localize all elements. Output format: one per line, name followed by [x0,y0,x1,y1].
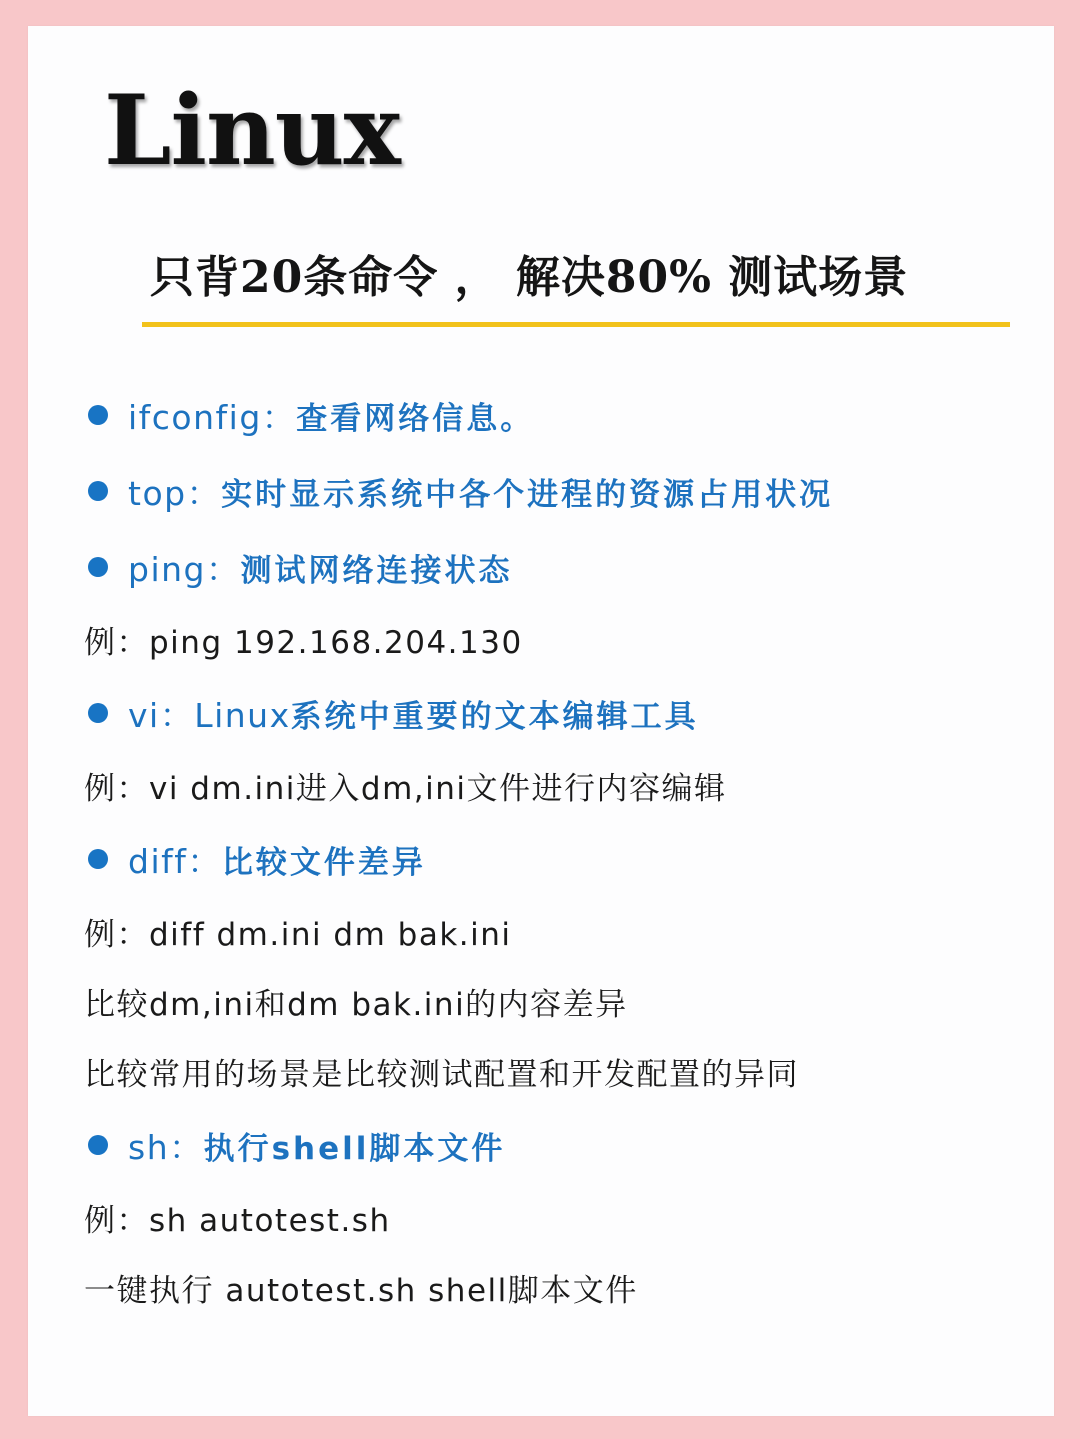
command-description: 执行shell脚本文件 [203,1130,506,1167]
command-description: 比较文件差异 [221,844,426,881]
command-item-top [84,463,833,519]
bullet-icon [88,557,108,577]
command-description: 实时显示系统中各个进程的资源占用状况 [221,476,834,513]
example-vi: 例：vi dm.ini进入dm,ini文件进行内容编辑 [84,770,727,807]
command-name: top： [128,473,222,513]
page-subtitle: 只背20条命令 ， 解决80% 测试场景 [150,252,909,303]
command-name: ifconfig： [128,397,297,437]
command-description: 测试网络连接状态 [240,552,513,589]
bullet-icon [88,703,108,723]
command-item-sh [84,1117,505,1173]
command-name: diff： [128,841,222,881]
bullet-icon [88,405,108,425]
bullet-icon [88,1135,108,1155]
command-item-ping [84,539,512,595]
note-diff-2: 比较常用的场景是比较测试配置和开发配置的异同 [84,1056,799,1093]
command-name: ping： [128,549,241,589]
bullet-icon [88,849,108,869]
example-ping: 例：ping 192.168.204.130 [84,624,523,661]
command-item-diff [84,831,426,887]
note-sh-1: 一键执行 autotest.sh shell脚本文件 [84,1272,638,1309]
example-sh: 例：sh autotest.sh [84,1202,391,1239]
command-item-vi [84,685,699,741]
command-name: vi：Linux [128,695,291,735]
page-title: Linux [104,74,400,187]
bullet-icon [88,481,108,501]
command-description: 查看网络信息。 [296,400,535,437]
note-diff-1: 比较dm,ini和dm bak.ini的内容差异 [84,986,628,1023]
example-diff: 例：diff dm.ini dm bak.ini [84,916,512,953]
command-description: 系统中重要的文本编辑工具 [290,698,699,735]
command-item-ifconfig [84,387,534,443]
subtitle-underline [142,322,1010,327]
command-name: sh： [128,1127,204,1167]
